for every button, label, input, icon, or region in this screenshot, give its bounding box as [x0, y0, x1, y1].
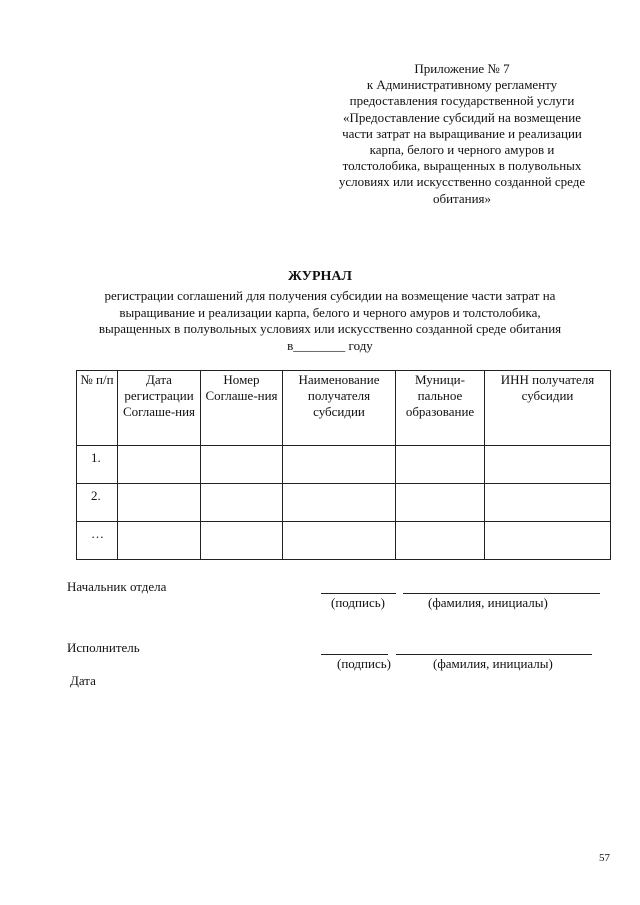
- journal-subtitle-line: выращивание и реализации карпа, белого и черного амуров и толстолобика,: [119, 304, 541, 320]
- appendix-line: карпа, белого и черного амуров и: [369, 142, 555, 158]
- table-cell: [485, 446, 611, 484]
- appendix-line: части затрат на выращивание и реализации: [342, 125, 582, 141]
- header-agreement-number: Номер Соглаше-ния: [201, 371, 283, 446]
- header-recipient-inn: ИНН получателя субсидии: [485, 371, 611, 446]
- journal-subtitle-line: регистрации соглашений для получения субсидии на возмещение части затрат на: [104, 288, 556, 303]
- journal-subtitle: [40, 288, 620, 354]
- header-municipality: Муници-пальное образование: [396, 371, 485, 446]
- header-registration-date: Дата регистрации Соглаше-ния: [118, 371, 201, 446]
- appendix-block: [316, 61, 608, 207]
- table-cell: [283, 446, 396, 484]
- row-number: 1.: [77, 446, 118, 484]
- executor-signature-line: [321, 654, 388, 655]
- row-number: …: [77, 522, 118, 560]
- journal-title: ЖУРНАЛ: [288, 269, 352, 284]
- table-cell: [485, 484, 611, 522]
- table-row: [77, 446, 611, 484]
- table-cell: [283, 522, 396, 560]
- table-cell: [201, 446, 283, 484]
- date-label: Дата: [70, 673, 96, 688]
- table-cell: [396, 484, 485, 522]
- table-cell: [201, 484, 283, 522]
- page-number: 57: [599, 852, 610, 864]
- row-number: 2.: [77, 484, 118, 522]
- executor-signature-caption: (подпись): [337, 656, 391, 671]
- appendix-line: предоставления государственной услуги: [349, 93, 575, 109]
- appendix-line: к Административному регламенту: [366, 77, 558, 93]
- table-cell: [396, 522, 485, 560]
- header-recipient-name: Наименование получателя субсидии: [283, 371, 396, 446]
- table-cell: [485, 522, 611, 560]
- chief-label: Начальник отдела: [67, 579, 167, 594]
- table-cell: [201, 522, 283, 560]
- executor-label: Исполнитель: [67, 640, 140, 655]
- table-row: [77, 522, 611, 560]
- registration-table: [76, 370, 611, 560]
- chief-name-line: [403, 593, 600, 594]
- executor-name-line: [396, 654, 592, 655]
- appendix-line: толстолобика, выращенных в полувольных: [342, 158, 582, 174]
- table-cell: [118, 484, 201, 522]
- appendix-line: «Предоставление субсидий на возмещение: [343, 109, 581, 125]
- table-cell: [396, 446, 485, 484]
- table-row: [77, 484, 611, 522]
- table-cell: [283, 484, 396, 522]
- appendix-line: условиях или искусственно созданной среде: [338, 174, 586, 190]
- chief-name-caption: (фамилия, инициалы): [428, 595, 548, 610]
- table-header-row: [77, 371, 611, 446]
- appendix-line: Приложение № 7: [414, 61, 510, 76]
- table-cell: [118, 446, 201, 484]
- appendix-line: обитания»: [432, 190, 492, 206]
- journal-subtitle-line: выращенных в полувольных условиях или искусственно созданной среде обитания: [98, 321, 562, 337]
- chief-signature-line: [321, 593, 396, 594]
- chief-signature-caption: (подпись): [331, 595, 385, 610]
- executor-name-caption: (фамилия, инициалы): [433, 656, 553, 671]
- table-cell: [118, 522, 201, 560]
- header-number: № п/п: [77, 371, 118, 446]
- journal-subtitle-line: в________ году: [287, 337, 373, 353]
